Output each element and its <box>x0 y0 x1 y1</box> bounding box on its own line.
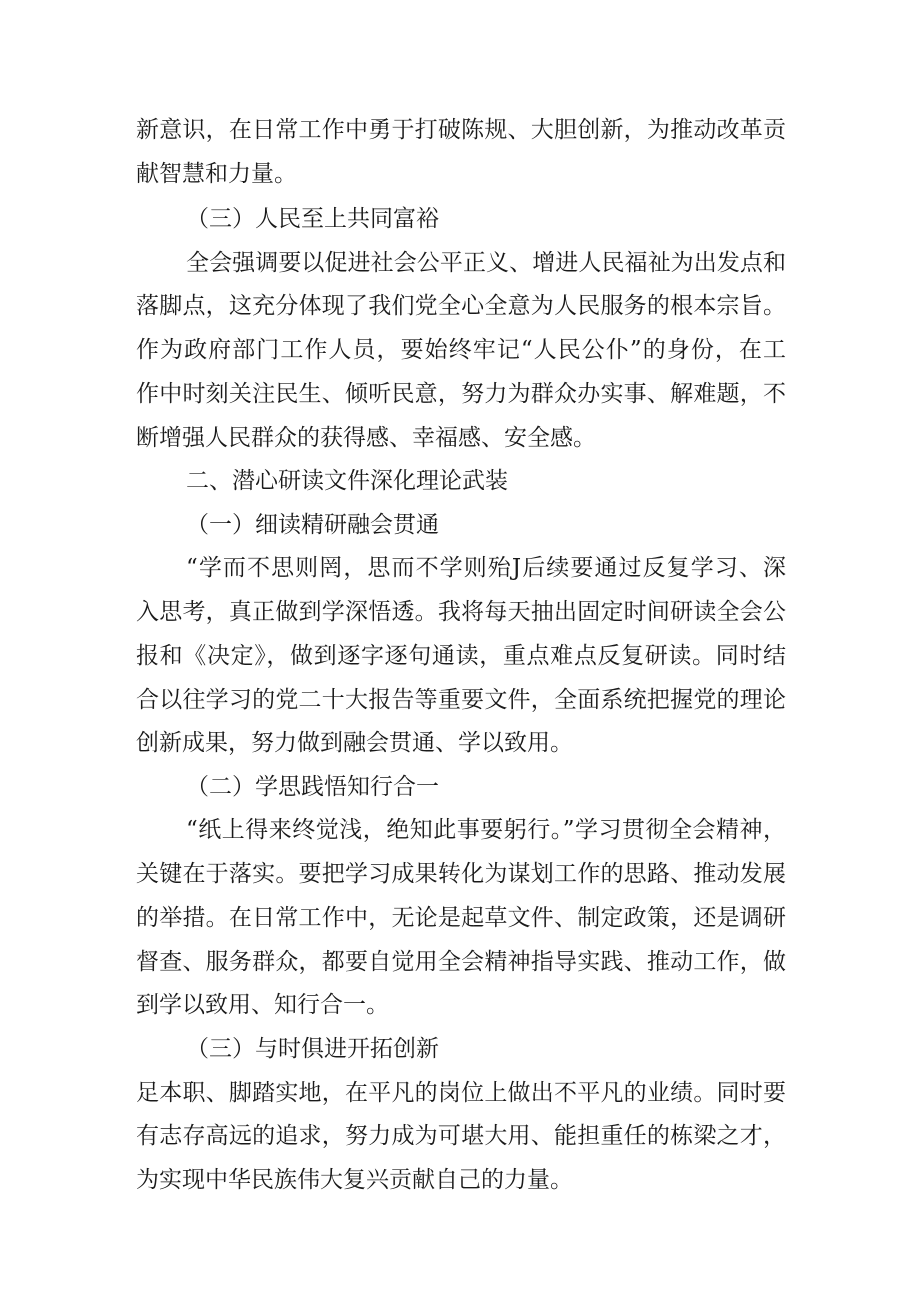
body-line: 新意识，在日常工作中勇于打破陈规、大胆创新，为推动改革贡 <box>136 117 786 143</box>
subheading: （二）学思践悟知行合一 <box>186 774 439 800</box>
subheading: （三）与时俱进开拓创新 <box>186 1036 439 1062</box>
body-line: “学而不思则罔，思而不学则殆J后续要通过反复学习、深 <box>186 555 786 581</box>
body-line: 有志存高远的追求，努力成为可堪大用、能担重任的栋梁之才， <box>136 1123 786 1149</box>
body-line: 为实现中华民族伟大复兴贡献自己的力量。 <box>136 1167 573 1193</box>
body-line: 关键在于落实。要把学习成果转化为谋划工作的思路、推动发展 <box>136 861 786 887</box>
subheading: （三）人民至上共同富裕 <box>186 206 439 232</box>
subheading: （一）细读精研融会贯通 <box>186 512 439 538</box>
body-line: 献智慧和力量。 <box>136 161 297 187</box>
body-line: 合以往学习的党二十大报告等重要文件，全面系统把握党的理论 <box>136 687 786 713</box>
body-line: 全会强调要以促进社会公平正义、增进人民福祉为出发点和 <box>186 250 786 276</box>
body-line: 督查、服务群众，都要自觉用全会精神指导实践、推动工作，做 <box>136 949 786 975</box>
body-line: 断增强人民群众的获得感、幸福感、安全感。 <box>136 425 596 451</box>
section-heading: 二、潜心研读文件深化理论武装 <box>186 468 508 494</box>
body-line: 作中时刻关注民生、倾听民意，努力为群众办实事、解难题，不 <box>136 381 786 407</box>
body-line: 作为政府部门工作人员，要始终牢记“人民公仆”的身份，在工 <box>136 337 786 363</box>
body-line: 到学以致用、知行合一。 <box>136 992 389 1018</box>
body-line: 入思考，真正做到学深悟透。我将每天抽出固定时间研读全会公 <box>136 599 786 625</box>
body-line: 足本职、脚踏实地，在平凡的岗位上做出不平凡的业绩。同时要 <box>136 1080 786 1106</box>
body-line: 创新成果，努力做到融会贯通、学以致用。 <box>136 730 573 756</box>
body-line: “纸上得来终觉浅，绝知此事要躬行。”学习贯彻全会精神， <box>186 817 786 843</box>
body-line: 的举措。在日常工作中，无论是起草文件、制定政策，还是调研 <box>136 905 786 931</box>
body-line: 报和《决定》，做到逐字逐句通读，重点难点反复研读。同时结 <box>136 643 786 669</box>
body-line: 落脚点，这充分体现了我们党全心全意为人民服务的根本宗旨。 <box>136 293 786 319</box>
